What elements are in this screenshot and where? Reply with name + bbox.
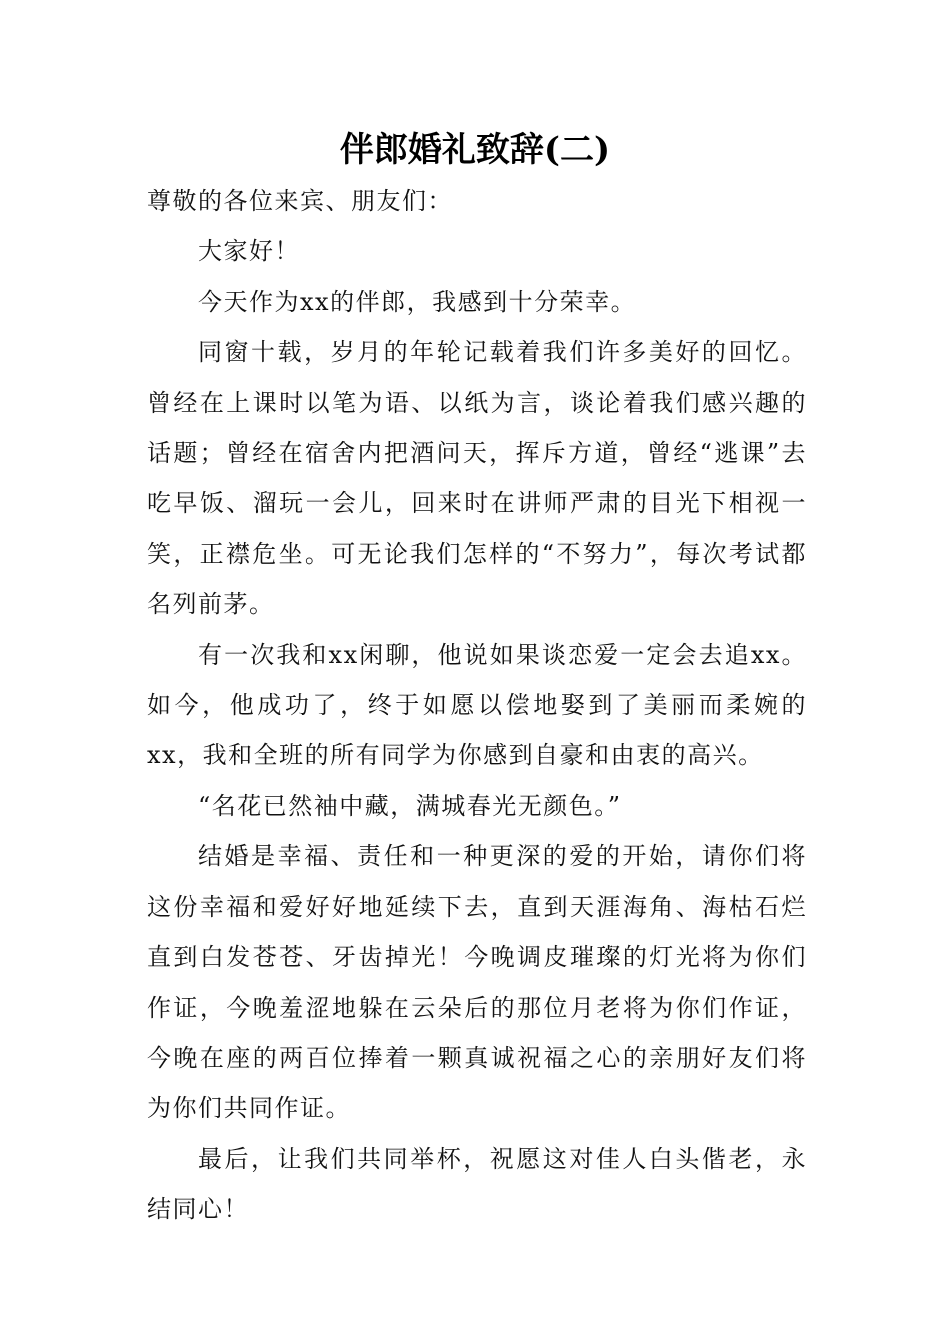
paragraph-greeting: 大家好！ <box>198 237 300 266</box>
paragraph-toast: 最后，让我们共同举杯，祝愿这对佳人白头偕老，永结同心！ <box>147 1144 807 1224</box>
paragraph-intro: 今天作为xx的伴郎，我感到十分荣幸。 <box>198 287 637 316</box>
paragraph-quote: “名花已然袖中藏，满城春光无颜色。” <box>198 791 622 820</box>
salutation: 尊敬的各位来宾、朋友们： <box>147 187 453 215</box>
paragraph-memories: 同窗十载，岁月的年轮记载着我们许多美好的回忆。曾经在上课时以笔为语、以纸为言，谈论着我们感兴趣的话题；曾经在宿舍内把酒问天，挥斥方道，曾经“逃课”去吃早饭、溜玩一会儿，回来时在讲师严肃的目光下相视一笑，正襟危坐。可无论我们怎样的“不努力”，每次考试都名列前茅。 <box>147 338 807 619</box>
paragraph-wishes: 结婚是幸福、责任和一种更深的爱的开始，请你们将这份幸福和爱好好地延续下去，直到天涯海角、海枯石烂直到白发苍苍、牙齿掉光！今晚调皮璀璨的灯光将为你们作证，今晚羞涩地躲在云朵后的那位月老将为你们作证，今晚在座的两百位捧着一颗真诚祝福之心的亲朋好友们将为你们共同作证。 <box>147 842 807 1123</box>
paragraph-story: 有一次我和xx闲聊，他说如果谈恋爱一定会去追xx。如今，他成功了，终于如愿以偿地娶到了美丽而柔婉的xx，我和全班的所有同学为你感到自豪和由衷的高兴。 <box>147 640 807 770</box>
document-title: 伴郎婚礼致辞(二) <box>339 130 611 170</box>
document-body <box>147 176 807 1235</box>
